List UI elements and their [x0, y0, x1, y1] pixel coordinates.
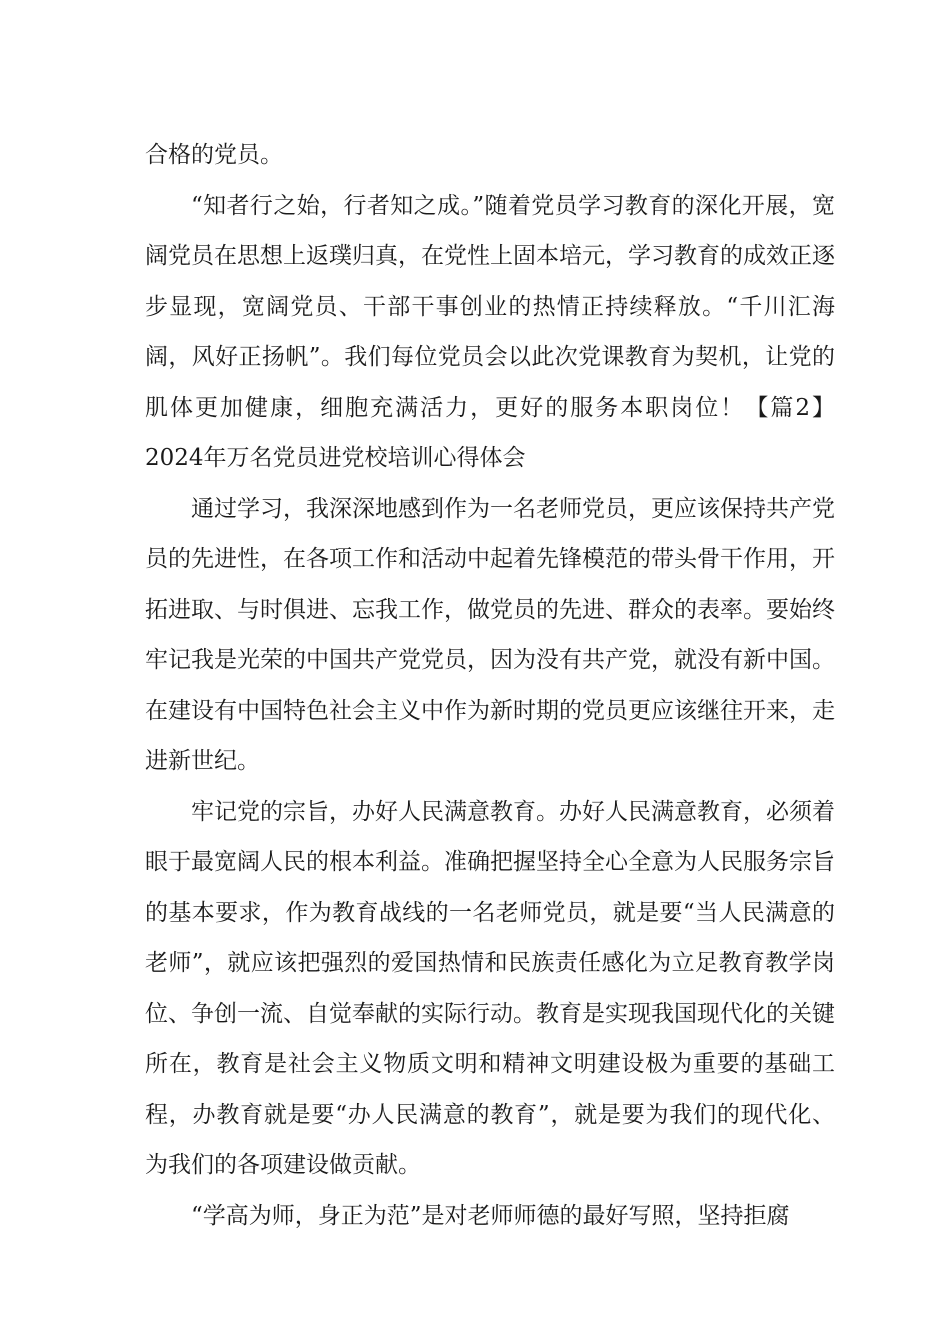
- paragraph-teacher-party-member: 通过学习，我深深地感到作为一名老师党员，更应该保持共产党员的先进性，在各项工作和活动中起着先锋模范的带头骨干作用，开拓进取、与时俱进、忘我工作，做党员的先进、群众的表率。要始终牢记我是光荣的中国共产党党员，因为没有共产党，就没有新中国。在建设有中国特色社会主义中作为新时期的党员更应该继往开来，走进新世纪。: [145, 495, 835, 774]
- paragraph-teacher-ethics: “学高为师，身正为范”是对老师师德的最好写照，坚持拒腐: [191, 1202, 790, 1229]
- paragraph-continuation: 合格的党员。: [145, 142, 283, 168]
- document-body: [145, 130, 835, 1241]
- paragraph-knowledge-action: “知者行之始，行者知之成。”随着党员学习教育的深化开展，宽阔党员在思想上返璞归真，在党性上固本培元，学习教育的成效正逐步显现，宽阔党员、干部干事创业的热情正持续释放。“千川汇海阔，风好正扬帆”。我们每位党员会以此次党课教育为契机，让党的肌体更加健康，细胞充满活力，更好的服务本职岗位！【篇2】2024年万名党员进党校培训心得体会: [145, 192, 835, 471]
- paragraph-party-purpose: 牢记党的宗旨，办好人民满意教育。办好人民满意教育，必须着眼于最宽阔人民的根本利益。准确把握坚持全心全意为人民服务宗旨的基本要求，作为教育战线的一名老师党员，就是要“当人民满意的老师”，就应该把强烈的爱国热情和民族责任感化为立足教育教学岗位、争创一流、自觉奉献的实际行动。教育是实现我国现代化的关键所在，教育是社会主义物质文明和精神文明建设极为重要的基础工程，办教育就是要“办人民满意的教育”，就是要为我们的现代化、为我们的各项建设做贡献。: [145, 798, 835, 1178]
